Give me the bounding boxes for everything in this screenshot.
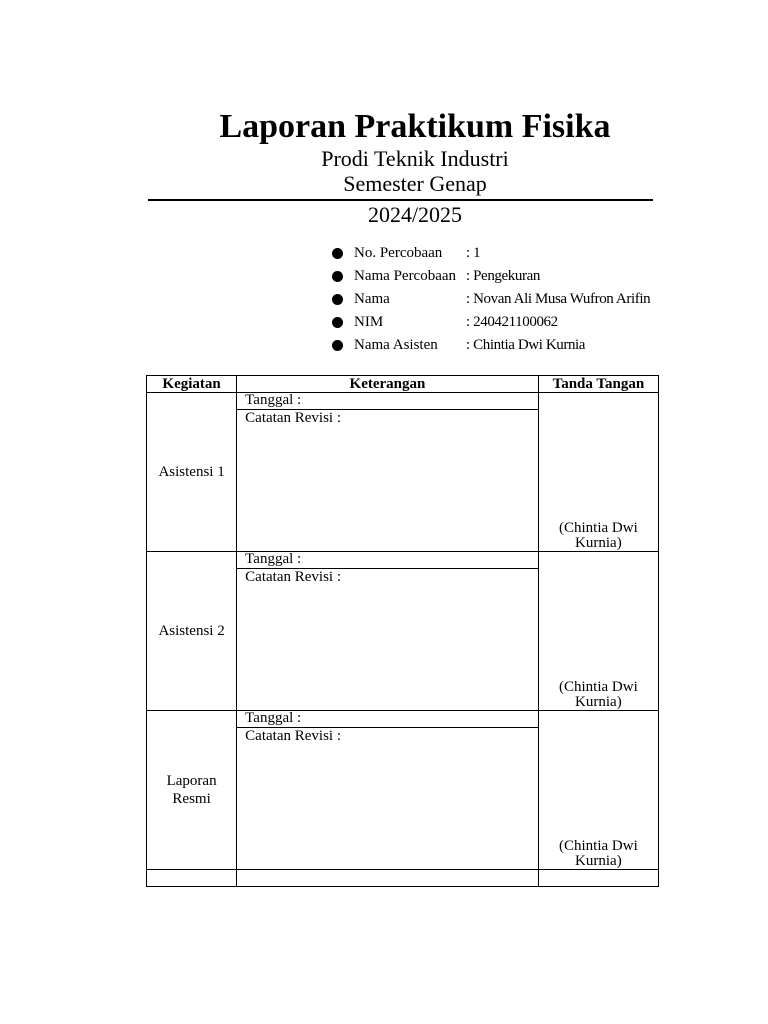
empty-cell (538, 870, 658, 887)
revisi-cell (237, 728, 539, 870)
kegiatan-label: Laporan (166, 773, 217, 789)
signature-cell (538, 552, 658, 711)
signature-line: Kurnia) (575, 694, 622, 710)
table-header-row (147, 376, 659, 393)
signature-line: Kurnia) (575, 853, 622, 869)
info-value: : Novan Ali Musa Wufron Arifin (466, 291, 651, 307)
catatan-revisi-field: Catatan Revisi : (245, 410, 341, 426)
kegiatan-label: Asistensi 1 (158, 464, 225, 480)
bullet-icon (332, 294, 343, 305)
tanggal-field: Tanggal : (237, 711, 539, 728)
info-value: : 1 (466, 245, 481, 261)
info-label: Nama Percobaan (354, 268, 457, 284)
kegiatan-cell (147, 552, 237, 711)
semester-subtitle: Semester Genap (343, 171, 487, 196)
revisi-cell (237, 410, 539, 552)
signature-name (539, 680, 658, 710)
report-title: Laporan Praktikum Fisika (219, 108, 611, 145)
info-label: Nama Asisten (354, 337, 438, 353)
header-kegiatan: Kegiatan (147, 376, 237, 393)
header-divider (148, 199, 653, 201)
table-row (147, 393, 659, 410)
academic-year: 2024/2025 (367, 202, 463, 227)
prodi-subtitle: Prodi Teknik Industri (321, 146, 509, 171)
catatan-revisi-field: Catatan Revisi : (245, 728, 341, 744)
signature-name (539, 839, 658, 869)
empty-cell (147, 870, 237, 887)
info-label: No. Percobaan (354, 245, 443, 261)
kegiatan-cell (147, 711, 237, 870)
info-value: : 240421100062 (466, 314, 558, 330)
signature-cell (538, 711, 658, 870)
kegiatan-label: Asistensi 2 (158, 623, 225, 639)
table-row (147, 711, 659, 728)
revisi-cell (237, 569, 539, 711)
info-value: : Pengekuran (466, 268, 540, 284)
bullet-icon (332, 248, 343, 259)
header-tanda-tangan: Tanda Tangan (538, 376, 658, 393)
tanggal-field: Tanggal : (237, 393, 539, 410)
signature-line: (Chintia Dwi (559, 838, 638, 854)
catatan-revisi-field: Catatan Revisi : (245, 569, 341, 585)
table-row (147, 552, 659, 569)
empty-row (147, 870, 659, 887)
signature-line: (Chintia Dwi (559, 679, 638, 695)
info-label: NIM (354, 314, 384, 330)
activity-table (146, 375, 659, 887)
signature-line: (Chintia Dwi (559, 520, 638, 536)
signature-name (539, 521, 658, 551)
info-label: Nama (354, 291, 390, 307)
bullet-icon (332, 271, 343, 282)
header-keterangan: Keterangan (237, 376, 539, 393)
tanggal-field: Tanggal : (237, 552, 539, 569)
bullet-icon (332, 317, 343, 328)
empty-cell (237, 870, 539, 887)
kegiatan-label: Resmi (172, 791, 211, 807)
signature-line: Kurnia) (575, 535, 622, 551)
bullet-icon (332, 340, 343, 351)
info-value: : Chintia Dwi Kurnia (466, 337, 586, 353)
kegiatan-cell (147, 393, 237, 552)
signature-cell (538, 393, 658, 552)
